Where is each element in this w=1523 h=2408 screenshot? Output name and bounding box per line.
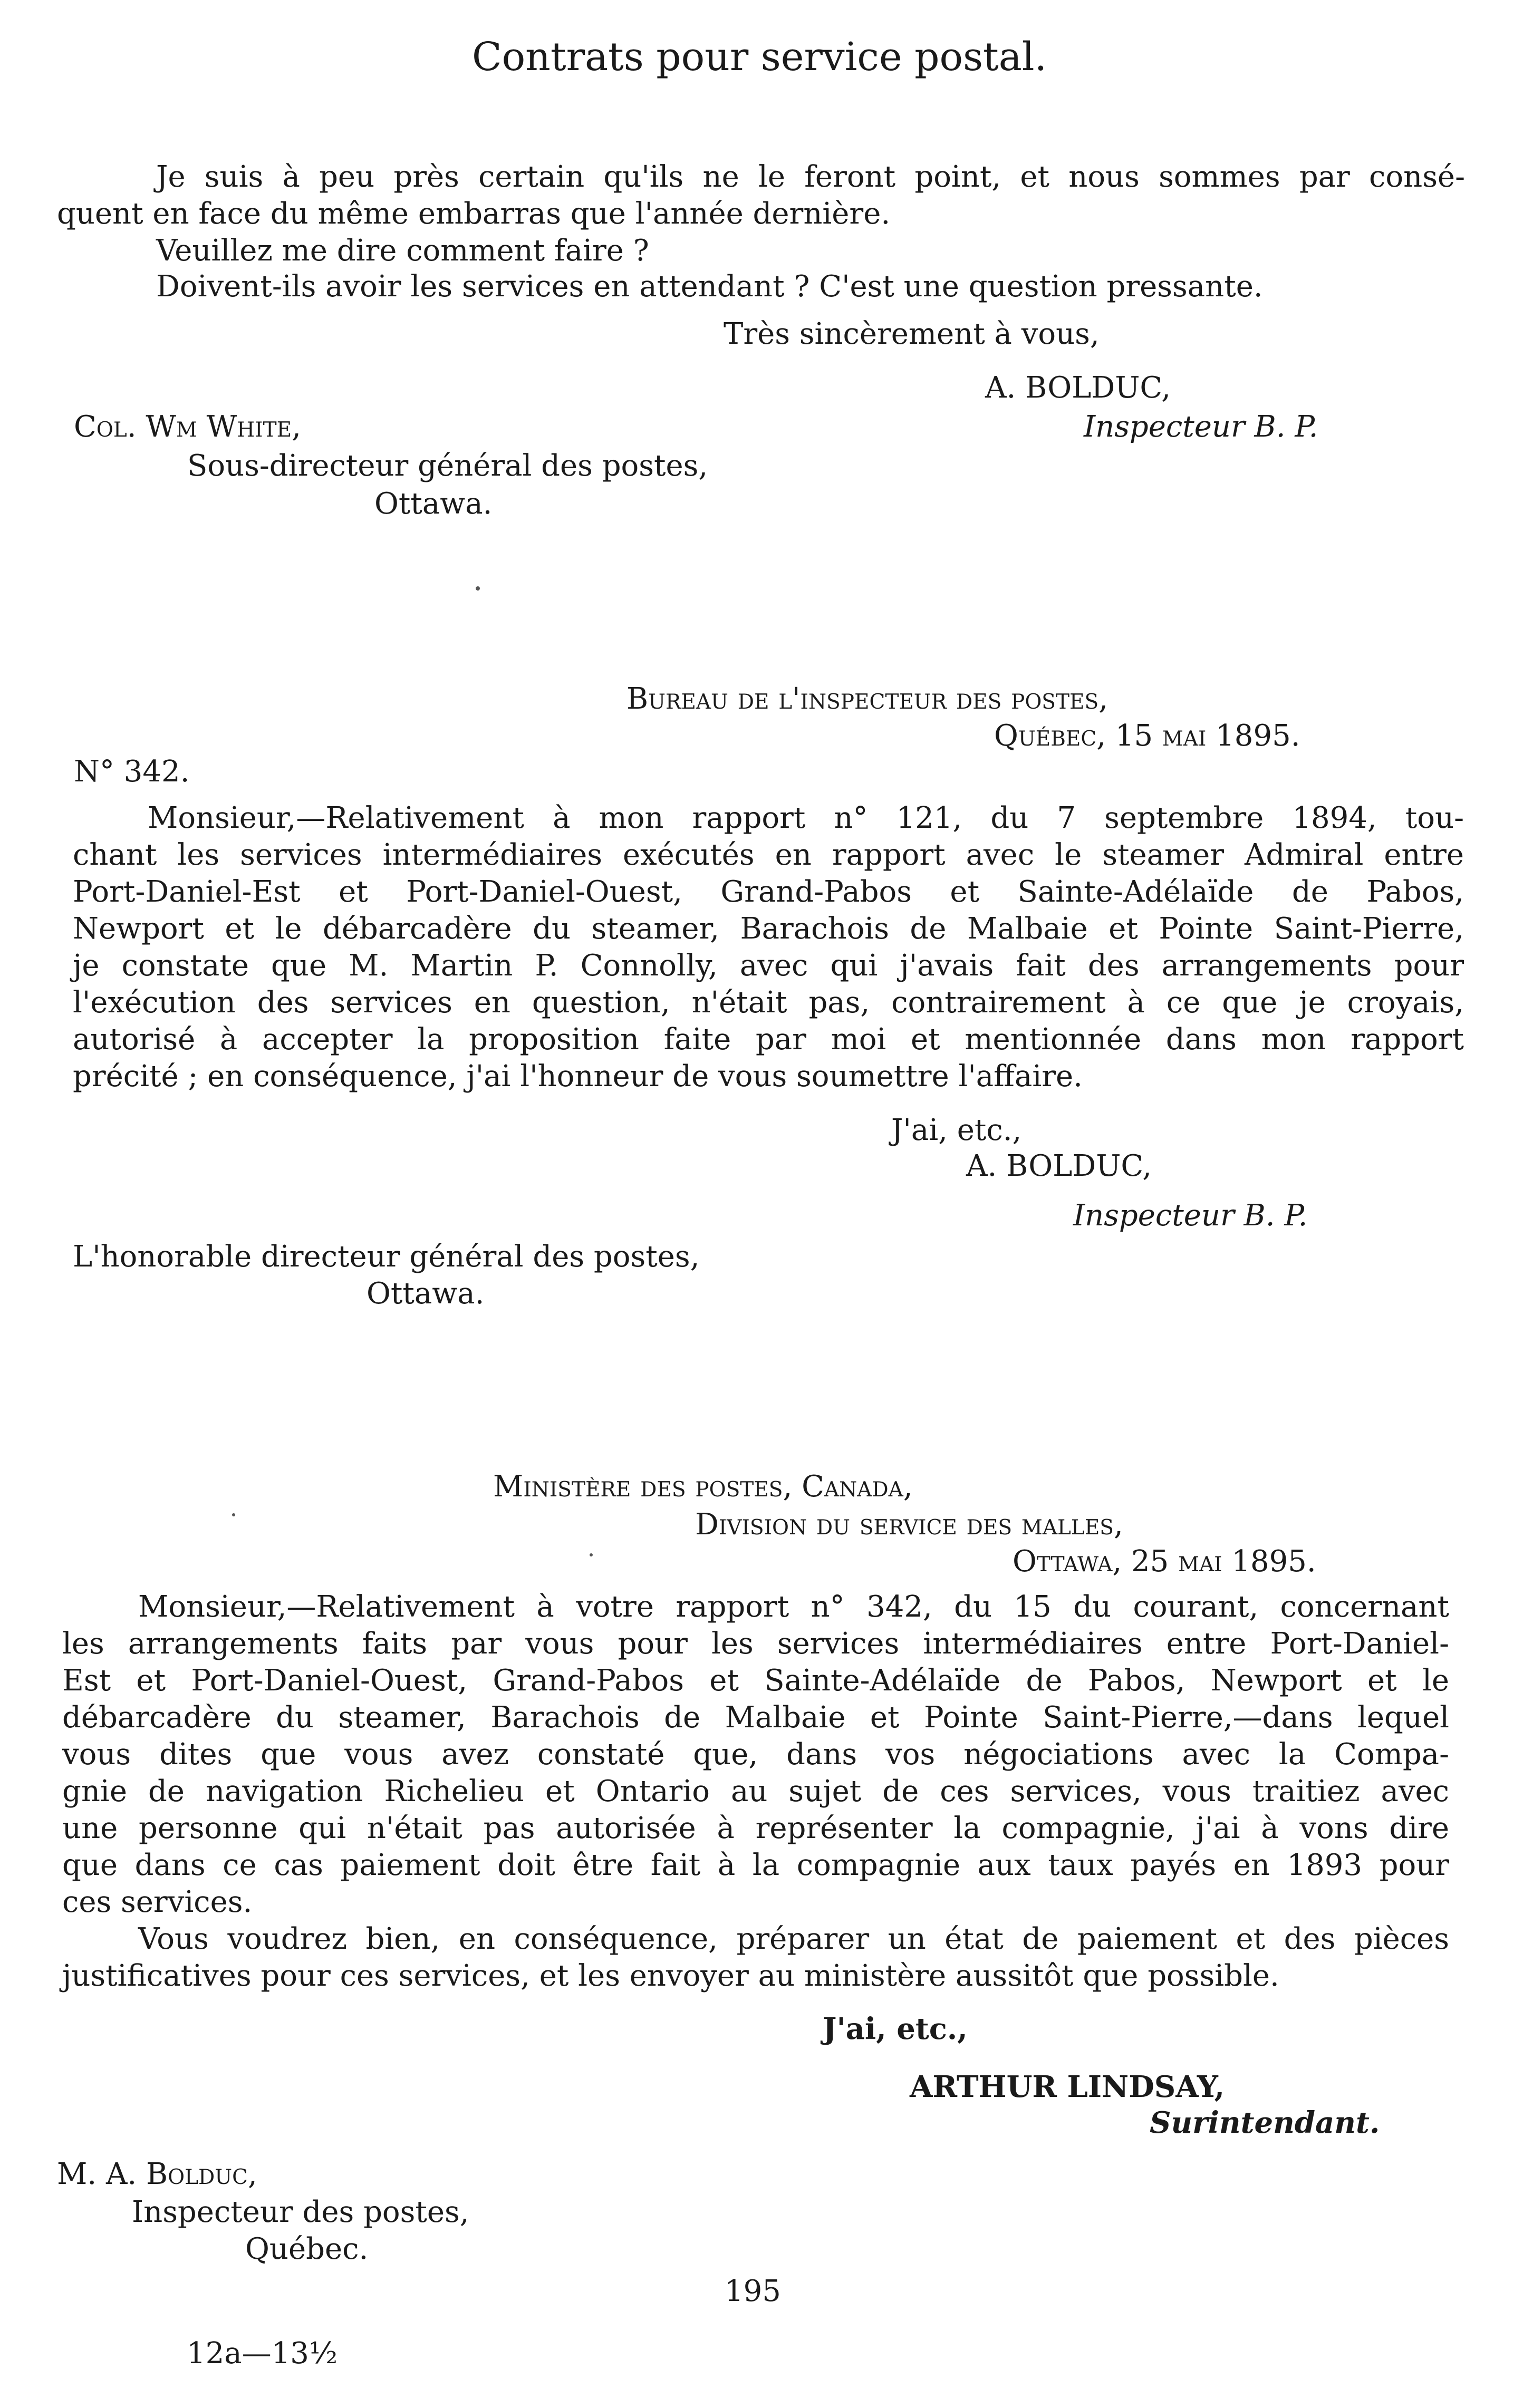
letter1-paragraph: Doivent-ils avoir les services en attendant ? C'est une question pressante. xyxy=(156,269,1263,304)
letter3-addressee-name: M. A. Bolduc, xyxy=(57,2157,257,2191)
letter3-body-line: vous dites que vous avez constaté que, dans vos négociations avec la Compa- xyxy=(62,1737,1449,1772)
page-title: Contrats pour service postal. xyxy=(472,34,1047,80)
letter2-body-line: autorisé à accepter la proposition faite par moi et mentionnée dans mon rapport xyxy=(73,1022,1464,1057)
letter3-place-date: Ottawa, 25 mai 1895. xyxy=(1013,1544,1316,1579)
letter3-closing: J'ai, etc., xyxy=(823,2011,968,2046)
letter2-body-line: Monsieur,—Relativement à mon rapport n° 121, du 7 septembre 1894, tou- xyxy=(148,801,1464,835)
letter1-addressee-name: Col. Wm White, xyxy=(74,410,301,444)
letter1-paragraph: Veuillez me dire comment faire ? xyxy=(156,234,649,268)
letter2-body-line: je constate que M. Martin P. Connolly, avec qui j'avais fait des arrangements pour xyxy=(73,949,1464,983)
letter2-closing: J'ai, etc., xyxy=(891,1113,1022,1147)
letter3-body-line: les arrangements faits par vous pour les services intermédiaires entre Port-Daniel- xyxy=(62,1627,1449,1661)
letter3-signer: ARTHUR LINDSAY, xyxy=(910,2069,1225,2104)
letter1-paragraph-line: quent en face du même embarras que l'année dernière. xyxy=(57,197,891,231)
letter2-signer: A. BOLDUC, xyxy=(966,1149,1152,1183)
letter1-paragraph-line: Je suis à peu près certain qu'ils ne le feront point, et nous sommes par consé- xyxy=(156,160,1465,194)
letter3-signer-title: Surintendant. xyxy=(1150,2105,1380,2140)
letter1-closing: Très sincèrement à vous, xyxy=(724,317,1100,351)
letter2-body-line: Port-Daniel-Est et Port-Daniel-Ouest, Grand-Pabos et Sainte-Adélaïde de Pabos, xyxy=(73,875,1464,909)
letter3-addressee-city: Québec. xyxy=(245,2232,369,2266)
letter3-body-line: une personne qui n'était pas autorisée à représenter la compagnie, j'ai à vons dire xyxy=(62,1811,1449,1845)
letter3-body-line: Vous voudrez bien, en conséquence, préparer un état de paiement et des pièces xyxy=(138,1922,1449,1956)
letter3-body-line: débarcadère du steamer, Barachois de Malbaie et Pointe Saint-Pierre,—dans lequel xyxy=(62,1700,1449,1735)
letter3-body-line: gnie de navigation Richelieu et Ontario au sujet de ces services, vous traitiez avec xyxy=(62,1774,1449,1809)
letter2-office: Bureau de l'inspecteur des postes, xyxy=(626,682,1108,716)
letter2-place-date: Québec, 15 mai 1895. xyxy=(994,719,1300,753)
print-speck xyxy=(476,586,480,591)
letter3-ministry: Ministère des postes, Canada, xyxy=(493,1469,913,1504)
letter2-body-line: précité ; en conséquence, j'ai l'honneur de vous soumettre l'affaire. xyxy=(73,1059,1083,1094)
letter3-body-line: justificatives pour ces services, et les envoyer au ministère aussitôt que possible. xyxy=(62,1959,1279,1993)
letter3-addressee-role: Inspecteur des postes, xyxy=(132,2195,469,2229)
letter1-signer-title: Inspecteur B. P. xyxy=(1084,410,1318,444)
letter3-body-line: que dans ce cas paiement doit être fait à la compagnie aux taux payés en 1893 pour xyxy=(62,1848,1449,1882)
letter2-addressee-role: L'honorable directeur général des postes, xyxy=(73,1240,700,1274)
letter3-body-line: Est et Port-Daniel-Ouest, Grand-Pabos et Sainte-Adélaïde de Pabos, Newport et le xyxy=(62,1664,1449,1698)
letter2-addressee-city: Ottawa. xyxy=(367,1276,485,1311)
letter2-number: N° 342. xyxy=(74,755,190,789)
letter2-body-line: Newport et le débarcadère du steamer, Barachois de Malbaie et Pointe Saint-Pierre, xyxy=(73,912,1464,946)
letter3-division: Division du service des malles, xyxy=(695,1507,1123,1542)
page-number: 195 xyxy=(725,2274,781,2308)
letter1-addressee-role: Sous-directeur général des postes, xyxy=(187,449,708,483)
signature-mark: 12a—13½ xyxy=(187,2336,338,2371)
letter3-body-line: Monsieur,—Relativement à votre rapport n° 342, du 15 du courant, concernant xyxy=(138,1590,1449,1624)
letter3-body-line: ces services. xyxy=(62,1885,253,1919)
letter2-signer-title: Inspecteur B. P. xyxy=(1073,1198,1308,1233)
letter1-signer: A. BOLDUC, xyxy=(985,371,1171,405)
letter2-body-line: l'exécution des services en question, n'était pas, contrairement à ce que je croyais, xyxy=(73,985,1464,1020)
letter1-addressee-city: Ottawa. xyxy=(374,487,493,521)
letter2-body-line: chant les services intermédiaires exécutés en rapport avec le steamer Admiral entre xyxy=(73,838,1464,872)
print-speck xyxy=(232,1513,235,1516)
print-speck xyxy=(590,1553,593,1556)
